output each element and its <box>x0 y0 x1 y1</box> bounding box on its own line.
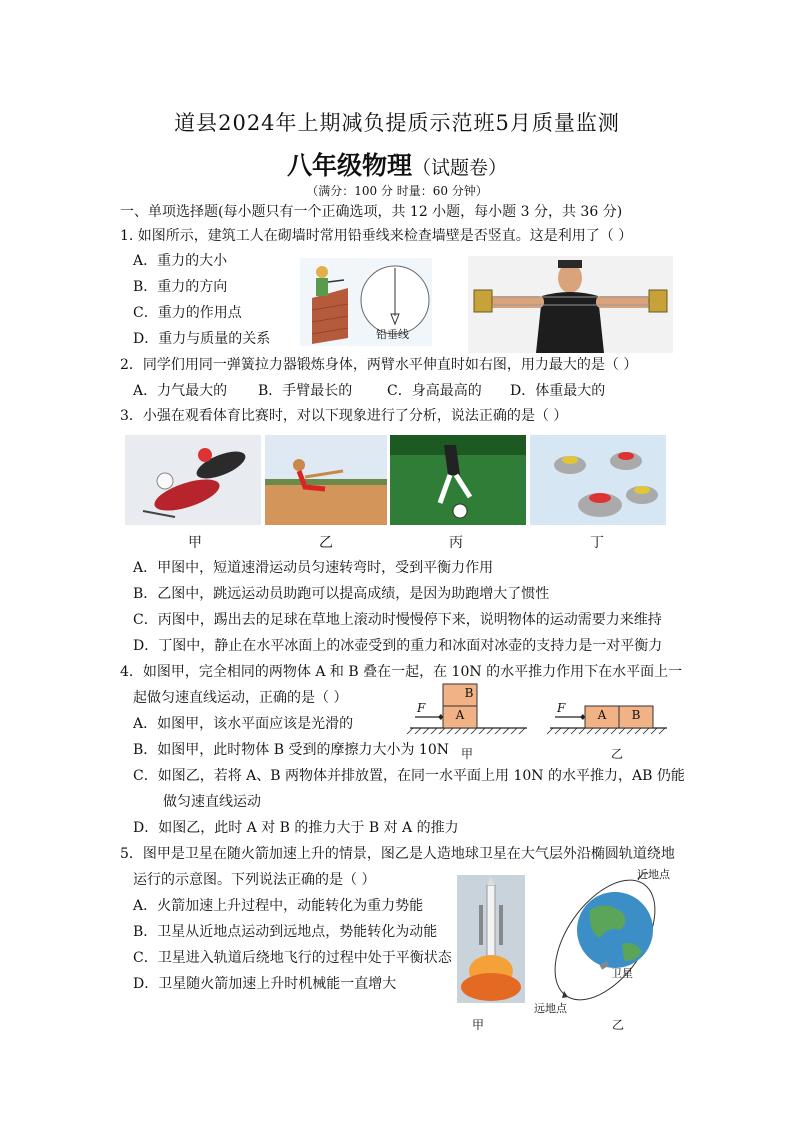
q5-option-b: B．卫星从近地点运动到远地点，势能转化为动能 <box>133 924 438 940</box>
q4-option-b: B．如图甲，此时物体 B 受到的摩擦力大小为 10N <box>133 742 449 758</box>
q2-option-d: D．体重最大的 <box>510 383 606 399</box>
q1-option-b: B．重力的方向 <box>133 279 228 295</box>
long-jump-photo <box>265 435 387 525</box>
q5-option-c: C．卫星进入轨道后绕地飞行的过程中处于平衡状态 <box>133 950 452 966</box>
q5-option-d: D．卫星随火箭加速上升时机械能一直增大 <box>133 976 397 992</box>
satellite-label: 卫星 <box>611 967 633 980</box>
exam-meta: （满分：100 分 时量：60 分钟） <box>306 184 488 198</box>
q5-option-a: A．火箭加速上升过程中，动能转化为重力势能 <box>133 898 424 914</box>
q4-block-b-yi: B <box>631 708 641 722</box>
q4-option-a: A．如图甲，该水平面应该是光滑的 <box>133 716 354 732</box>
q4-stem-line1: 4．如图甲，完全相同的两物体 A 和 B 叠在一起，在 10N 的水平推力作用下在水平面上一 <box>120 664 683 680</box>
curling-photo <box>530 435 666 525</box>
exam-subject <box>0 146 794 182</box>
q4-block-a-yi: A <box>597 708 607 722</box>
q3-caption-jia: 甲 <box>188 535 202 551</box>
q3-option-d: D．丁图中，静止在水平冰面上的冰壶受到的重力和冰面对冰壶的支持力是一对平衡力 <box>133 638 663 654</box>
plumb-line-figure <box>300 258 432 346</box>
q3-option-c: C．丙图中，踢出去的足球在草地上滚动时慢慢停下来，说明物体的运动需要力来维持 <box>133 612 662 628</box>
satellite-orbit-diagram <box>530 860 680 1010</box>
q2-stem: 2．同学们用同一弹簧拉力器锻炼身体，两臂水平伸直时如右图，用力最大的是（ ） <box>120 357 638 373</box>
q1-option-d: D．重力与质量的关系 <box>133 331 271 347</box>
q5-caption-yi: 乙 <box>612 1018 625 1032</box>
q2-option-c: C．身高最高的 <box>387 383 482 399</box>
q3-caption-yi: 乙 <box>319 535 333 551</box>
near-point-label: 近地点 <box>637 868 670 881</box>
rocket-launch-photo <box>457 875 525 1003</box>
q5-caption-jia: 甲 <box>472 1018 485 1032</box>
section-heading: 一、单项选择题(每小题只有一个正确选项，共 12 小题，每小题 3 分，共 36 分) <box>120 204 623 220</box>
q4-option-c-cont: 做匀速直线运动 <box>163 794 261 810</box>
q1-stem: 1. 如图所示，建筑工人在砌墙时常用铅垂线来检查墙壁是否竖直。这是利用了（ ） <box>120 228 633 244</box>
q4-caption-yi: 乙 <box>611 747 624 761</box>
q3-caption-bing: 丙 <box>449 535 463 551</box>
q4-option-d: D．如图乙，此时 A 对 B 的推力大于 B 对 A 的推力 <box>133 820 459 836</box>
q4-block-b-jia: B <box>464 686 474 700</box>
q1-option-c: C．重力的作用点 <box>133 305 242 321</box>
far-point-label: 远地点 <box>534 1002 567 1015</box>
q1-option-a: A．重力的大小 <box>133 253 228 269</box>
exam-title: 道县2024年上期减负提质示范班5月质量监测 <box>174 111 620 135</box>
subject-suffix: （试题卷） <box>412 157 508 179</box>
q3-caption-ding: 丁 <box>590 535 604 551</box>
q4-block-a-jia: A <box>455 708 465 722</box>
q4-stem-line2: 起做匀速直线运动，正确的是（ ） <box>133 690 348 706</box>
spring-expander-photo <box>468 256 673 353</box>
subject-name: 八年级物理 <box>286 151 412 180</box>
q4-caption-jia: 甲 <box>461 747 474 761</box>
speed-skating-photo <box>125 435 261 525</box>
q2-option-b: B．手臂最长的 <box>258 383 353 399</box>
q5-stem-line2: 运行的示意图。下列说法正确的是（ ） <box>133 872 376 888</box>
q4-option-c: C．如图乙，若将 A、B 两物体并排放置，在同一水平面上用 10N 的水平推力，AB 仍能 <box>133 768 685 784</box>
q3-stem: 3．小强在观看体育比赛时，对以下现象进行了分析，说法正确的是（ ） <box>120 408 568 424</box>
plumb-line-label: 铅垂线 <box>376 328 409 341</box>
soccer-photo <box>390 435 526 525</box>
q5-stem-line1: 5．图甲是卫星在随火箭加速上升的情景，图乙是人造地球卫星在大气层外沿椭圆轨道绕地 <box>120 846 675 862</box>
q4-force-label-yi: F <box>557 701 566 715</box>
q3-option-b: B．乙图中，跳远运动员助跑可以提高成绩，是因为助跑增大了惯性 <box>133 586 550 602</box>
q2-option-a: A．力气最大的 <box>133 383 228 399</box>
q4-force-label-jia: F <box>417 701 426 715</box>
q3-option-a: A．甲图中，短道速滑运动员匀速转弯时，受到平衡力作用 <box>133 560 494 576</box>
